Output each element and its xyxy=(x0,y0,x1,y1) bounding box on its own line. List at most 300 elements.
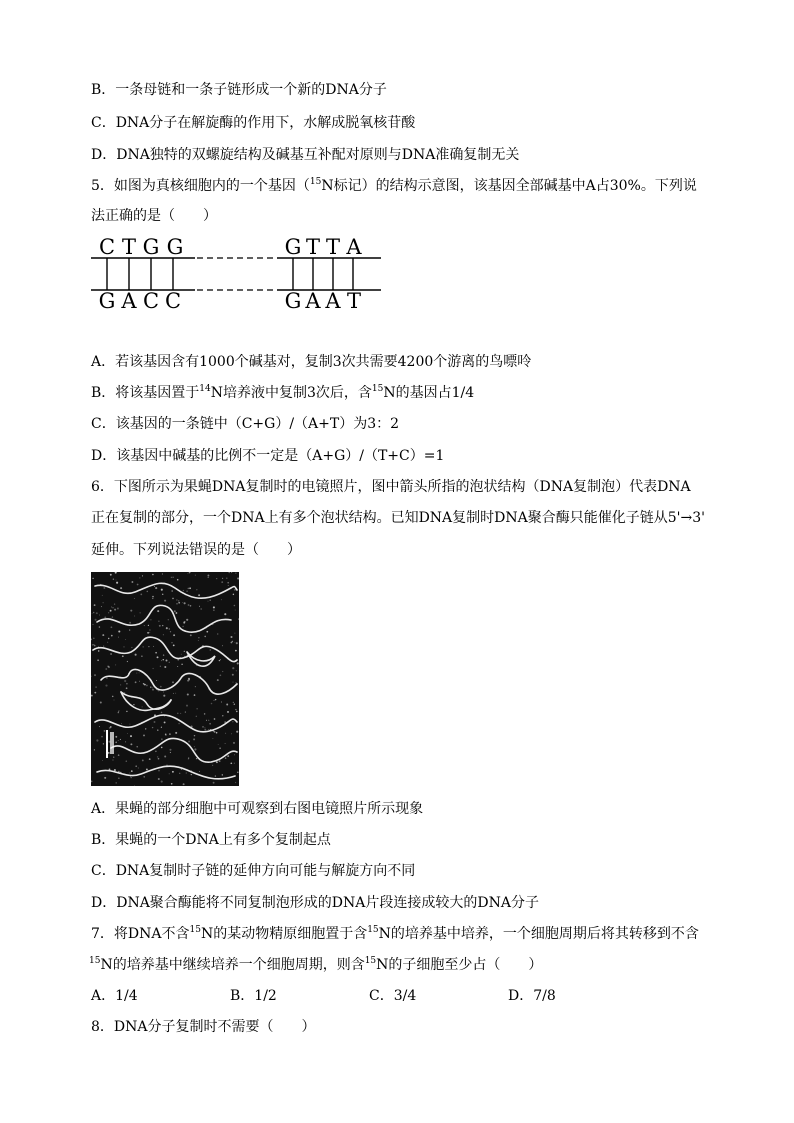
grain-dot xyxy=(102,760,103,761)
grain-dot xyxy=(136,673,137,674)
grain-dot xyxy=(163,692,164,693)
grain-dot xyxy=(135,654,137,656)
grain-dot xyxy=(125,639,126,640)
grain-dot xyxy=(166,660,168,662)
q5-option-b-sup2: 15 xyxy=(371,384,384,394)
grain-dot xyxy=(210,649,211,650)
q7-option-d: D．7/8 xyxy=(508,988,556,1004)
q5-stem-part-b: N标记）的结构示意图，该基因全部碱基中A占30%。下列说 xyxy=(321,178,697,194)
grain-dot xyxy=(237,662,239,664)
grain-dot xyxy=(101,736,103,738)
grain-dot xyxy=(142,759,144,761)
grain-dot xyxy=(133,704,135,706)
grain-dot xyxy=(161,738,162,739)
grain-dot xyxy=(149,758,151,760)
grain-dot xyxy=(189,572,190,573)
grain-dot xyxy=(158,621,159,622)
grain-dot xyxy=(153,646,154,647)
grain-dot xyxy=(234,755,235,756)
grain-dot xyxy=(230,636,232,638)
grain-dot xyxy=(198,637,199,638)
grain-dot xyxy=(94,692,96,694)
grain-dot xyxy=(235,610,236,611)
q5-stem-part-a: 5．如图为真核细胞内的一个基因（ xyxy=(91,178,310,194)
grain-dot xyxy=(149,632,150,633)
grain-dot xyxy=(122,655,124,657)
grain-dot xyxy=(103,743,104,744)
grain-dot xyxy=(194,748,196,750)
grain-dot xyxy=(138,767,139,768)
grain-dot xyxy=(173,693,174,694)
grain-dot xyxy=(118,754,120,756)
grain-dot xyxy=(169,628,170,629)
grain-dot xyxy=(93,644,94,645)
grain-dot xyxy=(161,589,163,591)
grain-dot xyxy=(235,573,236,574)
grain-dot xyxy=(187,573,188,574)
grain-dot xyxy=(230,762,232,764)
q7-line1-sup2: 15 xyxy=(367,925,379,935)
grain-dot xyxy=(144,684,146,686)
grain-dot xyxy=(158,770,160,772)
q5-option-c: C．该基因的一条链中（C+G）/（A+T）为3：2 xyxy=(91,416,400,432)
grain-dot xyxy=(111,626,113,628)
grain-dot xyxy=(115,742,117,744)
grain-dot xyxy=(222,715,223,716)
grain-dot xyxy=(102,634,104,636)
grain-dot xyxy=(123,646,124,647)
grain-dot xyxy=(194,746,195,747)
grain-dot xyxy=(222,774,223,775)
grain-dot xyxy=(237,771,239,773)
grain-dot xyxy=(114,603,115,604)
grain-dot xyxy=(94,749,95,750)
grain-dot xyxy=(173,634,175,636)
grain-dot xyxy=(103,602,104,603)
grain-dot xyxy=(226,578,227,579)
grain-dot xyxy=(218,744,219,745)
grain-dot xyxy=(96,739,98,741)
grain-dot xyxy=(117,608,119,610)
grain-dot xyxy=(99,615,100,616)
grain-dot xyxy=(155,751,156,752)
grain-dot xyxy=(113,760,114,761)
grain-dot xyxy=(110,653,112,655)
grain-dot xyxy=(237,578,239,580)
grain-dot xyxy=(110,610,112,612)
grain-dot xyxy=(233,594,234,595)
grain-dot xyxy=(139,672,140,673)
grain-dot xyxy=(164,600,166,602)
grain-dot xyxy=(103,587,105,589)
grain-dot xyxy=(94,674,96,676)
grain-dot xyxy=(131,647,132,648)
grain-dot xyxy=(181,664,182,665)
grain-dot xyxy=(93,612,95,614)
grain-dot xyxy=(104,616,106,618)
grain-dot xyxy=(150,619,151,620)
grain-dot xyxy=(130,735,132,737)
q7-option-b: B．1/2 xyxy=(230,988,277,1004)
grain-dot xyxy=(114,769,116,771)
grain-dot xyxy=(148,625,149,626)
grain-dot xyxy=(233,702,234,703)
q7-line1-part-a: 7．将DNA不含 xyxy=(91,926,190,942)
grain-dot xyxy=(176,612,178,614)
grain-dot xyxy=(164,756,166,758)
grain-dot xyxy=(152,598,153,599)
grain-dot xyxy=(173,644,175,646)
grain-dot xyxy=(181,769,182,770)
grain-dot xyxy=(118,637,119,638)
grain-dot xyxy=(172,681,174,683)
grain-dot xyxy=(103,646,104,647)
grain-dot xyxy=(184,602,186,604)
q5-option-b-part-b: N培养液中复制3次后，含 xyxy=(210,385,372,401)
q4-option-d: D．DNA独特的双螺旋结构及碱基互补配对原则与DNA准确复制无关 xyxy=(91,147,520,163)
q7-stem-line1 xyxy=(91,924,699,944)
grain-dot xyxy=(111,635,113,637)
grain-dot xyxy=(217,679,219,681)
grain-dot xyxy=(184,651,185,652)
q7-line1-sup1: 15 xyxy=(189,925,201,935)
grain-dot xyxy=(111,607,112,608)
grain-dot xyxy=(232,667,234,669)
grain-dot xyxy=(146,768,148,770)
grain-dot xyxy=(150,686,151,687)
q5-option-a: A．若该基因含有1000个碱基对，复制3次共需要4200个游离的鸟嘌呤 xyxy=(91,354,532,370)
grain-dot xyxy=(191,774,192,775)
grain-dot xyxy=(234,763,235,764)
grain-dot xyxy=(213,610,214,611)
grain-dot xyxy=(209,723,211,725)
base-letter: G xyxy=(98,289,116,312)
grain-dot xyxy=(175,693,176,694)
grain-dot xyxy=(92,578,93,579)
grain-dot xyxy=(124,680,126,682)
grain-dot xyxy=(234,605,236,607)
grain-dot xyxy=(204,729,206,731)
grain-dot xyxy=(112,616,113,617)
grain-dot xyxy=(234,703,235,704)
grain-dot xyxy=(114,700,115,701)
grain-dot xyxy=(134,598,135,599)
grain-dot xyxy=(166,627,168,629)
grain-dot xyxy=(152,596,154,598)
grain-dot xyxy=(161,747,163,749)
grain-dot xyxy=(180,713,181,714)
grain-dot xyxy=(221,599,222,600)
grain-dot xyxy=(184,621,186,623)
base-letter: T xyxy=(305,235,321,259)
q5-option-d: D．该基因中碱基的比例不一定是（A+G）/（T+C）=1 xyxy=(91,448,445,464)
grain-dot xyxy=(121,723,122,724)
grain-dot xyxy=(168,619,169,620)
grain-dot xyxy=(216,578,217,579)
grain-dot xyxy=(225,757,227,759)
grain-dot xyxy=(206,631,208,633)
grain-dot xyxy=(93,637,95,639)
grain-dot xyxy=(198,594,200,596)
grain-dot xyxy=(99,626,101,628)
grain-dot xyxy=(224,613,226,615)
q6-stem-line3: 延伸。下列说法错误的是（ ） xyxy=(91,542,301,558)
grain-dot xyxy=(116,582,118,584)
grain-dot xyxy=(198,640,199,641)
grain-dot xyxy=(161,660,162,661)
q7-line2-part-a: N的培养基中继续培养一个细胞周期，则含 xyxy=(100,957,365,973)
grain-dot xyxy=(200,608,202,610)
grain-dot xyxy=(219,760,221,762)
grain-dot xyxy=(112,607,113,608)
grain-dot xyxy=(152,727,153,728)
grain-dot xyxy=(104,777,106,779)
q8-stem: 8．DNA分子复制时不需要（ ） xyxy=(91,1019,316,1035)
grain-dot xyxy=(115,664,116,665)
grain-dot xyxy=(195,575,196,576)
q7-option-c: C．3/4 xyxy=(369,988,417,1004)
grain-dot xyxy=(157,656,159,658)
grain-dot xyxy=(97,659,99,661)
grain-dot xyxy=(100,701,102,703)
grain-dot xyxy=(126,711,127,712)
grain-dot xyxy=(144,776,145,777)
grain-dot xyxy=(183,590,184,591)
q5-option-b-sup1: 14 xyxy=(199,384,211,394)
grain-dot xyxy=(212,765,213,766)
grain-dot xyxy=(95,619,97,621)
grain-dot xyxy=(98,650,99,651)
grain-dot xyxy=(220,659,221,660)
base-letter: A xyxy=(325,289,341,312)
grain-dot xyxy=(104,730,106,732)
grain-dot xyxy=(130,743,132,745)
q6-option-d: D．DNA聚合酶能将不同复制泡形成的DNA片段连接成较大的DNA分子 xyxy=(91,895,539,911)
grain-dot xyxy=(207,601,208,602)
grain-dot xyxy=(116,580,117,581)
grain-dot xyxy=(215,775,216,776)
grain-dot xyxy=(196,716,197,717)
grain-dot xyxy=(234,633,235,634)
grain-dot xyxy=(126,760,127,761)
grain-dot xyxy=(161,727,162,728)
grain-dot xyxy=(210,600,211,601)
grain-dot xyxy=(118,630,120,632)
q4-option-b: B．一条母链和一条子链形成一个新的DNA分子 xyxy=(91,82,387,98)
q5-stem-line2: 法正确的是（ ） xyxy=(91,208,217,224)
grain-dot xyxy=(206,720,207,721)
grain-dot xyxy=(183,783,185,785)
grain-dot xyxy=(171,590,173,592)
grain-dot xyxy=(170,749,172,751)
grain-dot xyxy=(105,668,107,670)
grain-dot xyxy=(161,781,163,783)
grain-dot xyxy=(190,605,192,607)
grain-dot xyxy=(212,738,213,739)
grain-dot xyxy=(187,693,189,695)
grain-dot xyxy=(142,706,143,707)
grain-dot xyxy=(131,770,133,772)
q7-option-a: A．1/4 xyxy=(91,988,138,1004)
grain-dot xyxy=(152,668,153,669)
grain-dot xyxy=(163,654,164,655)
grain-dot xyxy=(236,642,238,644)
grain-dot xyxy=(178,659,179,660)
grain-dot xyxy=(148,646,149,647)
grain-dot xyxy=(157,610,159,612)
grain-dot xyxy=(222,578,223,579)
grain-dot xyxy=(157,729,158,730)
grain-dot xyxy=(225,743,226,744)
grain-dot xyxy=(113,757,114,758)
grain-dot xyxy=(235,782,236,783)
grain-dot xyxy=(178,723,180,725)
grain-dot xyxy=(142,575,143,576)
q5-stem-sup: 15 xyxy=(309,177,322,187)
grain-dot xyxy=(154,586,155,587)
grain-dot xyxy=(152,574,154,576)
grain-dot xyxy=(211,703,213,705)
grain-dot xyxy=(169,733,171,735)
base-letter: A xyxy=(121,289,137,312)
base-letter: G xyxy=(284,235,302,259)
grain-dot xyxy=(194,735,195,736)
grain-dot xyxy=(177,713,178,714)
grain-dot xyxy=(186,590,187,591)
grain-dot xyxy=(129,630,130,631)
grain-dot xyxy=(171,783,173,785)
grain-dot xyxy=(176,599,177,600)
grain-dot xyxy=(95,686,97,688)
grain-dot xyxy=(214,718,216,720)
grain-dot xyxy=(236,731,238,733)
grain-dot xyxy=(164,721,166,723)
grain-dot xyxy=(156,680,157,681)
grain-dot xyxy=(118,710,119,711)
grain-dot xyxy=(228,585,229,586)
grain-dot xyxy=(139,681,140,682)
grain-dot xyxy=(170,752,171,753)
grain-dot xyxy=(178,602,180,604)
grain-dot xyxy=(154,721,156,723)
grain-dot xyxy=(149,629,151,631)
grain-dot xyxy=(140,612,141,613)
grain-dot xyxy=(107,665,109,667)
grain-dot xyxy=(171,577,172,578)
q7-stem-line2 xyxy=(89,955,542,975)
grain-dot xyxy=(135,765,137,767)
grain-dot xyxy=(120,739,121,740)
q7-line1-part-c: N的培养基中培养，一个细胞周期后将其转移到不含 xyxy=(378,926,699,942)
grain-dot xyxy=(115,736,117,738)
grain-dot xyxy=(108,638,109,639)
grain-dot xyxy=(130,777,131,778)
grain-dot xyxy=(188,588,190,590)
base-letter: C xyxy=(142,289,160,312)
grain-dot xyxy=(216,732,218,734)
grain-dot xyxy=(207,574,209,576)
grain-dot xyxy=(169,773,170,774)
grain-dot xyxy=(160,686,162,688)
grain-dot xyxy=(188,741,190,743)
grain-dot xyxy=(129,772,130,773)
grain-dot xyxy=(170,631,171,632)
grain-dot xyxy=(134,616,135,617)
grain-dot xyxy=(176,603,178,605)
q6-option-c: C．DNA复制时子链的延伸方向可能与解旋方向不同 xyxy=(91,863,416,879)
grain-dot xyxy=(215,699,216,700)
grain-dot xyxy=(207,577,208,578)
grain-dot xyxy=(158,778,160,780)
q7-line2-sup: 15 xyxy=(89,956,101,966)
grain-dot xyxy=(231,642,233,644)
grain-dot xyxy=(227,582,229,584)
grain-dot xyxy=(126,687,128,689)
grain-dot xyxy=(221,702,222,703)
grain-dot xyxy=(141,655,143,657)
grain-dot xyxy=(232,674,234,676)
grain-dot xyxy=(172,598,174,600)
grain-dot xyxy=(175,732,177,734)
grain-dot xyxy=(169,662,170,663)
base-letter: G xyxy=(166,235,184,259)
grain-dot xyxy=(155,587,157,589)
grain-dot xyxy=(189,587,191,589)
grain-dot xyxy=(139,577,140,578)
grain-dot xyxy=(115,782,116,783)
q4-option-c: C．DNA分子在解旋酶的作用下，水解成脱氧核苷酸 xyxy=(91,115,416,131)
grain-dot xyxy=(163,659,164,660)
grain-dot xyxy=(106,678,107,679)
grain-dot xyxy=(214,700,215,701)
grain-dot xyxy=(118,778,119,779)
grain-dot xyxy=(227,755,229,757)
grain-dot xyxy=(152,689,154,691)
base-letter: T xyxy=(346,289,362,312)
grain-dot xyxy=(233,682,234,683)
grain-dot xyxy=(186,619,188,621)
grain-dot xyxy=(145,728,146,729)
grain-dot xyxy=(152,687,153,688)
grain-dot xyxy=(130,776,131,777)
grain-dot xyxy=(182,602,183,603)
grain-dot xyxy=(193,738,195,740)
grain-dot xyxy=(158,758,160,760)
grain-dot xyxy=(101,606,102,607)
grain-dot xyxy=(188,679,190,681)
grain-dot xyxy=(174,610,176,612)
grain-dot xyxy=(195,686,196,687)
grain-dot xyxy=(127,661,128,662)
grain-dot xyxy=(136,746,137,747)
grain-dot xyxy=(130,610,132,612)
grain-dot xyxy=(120,684,121,685)
grain-dot xyxy=(108,612,109,613)
base-letter: A xyxy=(346,235,362,259)
q7-options-row xyxy=(91,986,556,1006)
grain-dot xyxy=(220,674,222,676)
grain-dot xyxy=(213,782,215,784)
grain-dot xyxy=(236,670,237,671)
grain-dot xyxy=(125,741,126,742)
grain-dot xyxy=(143,734,145,736)
grain-dot xyxy=(219,748,220,749)
grain-dot xyxy=(108,752,110,754)
grain-dot xyxy=(196,589,197,590)
grain-dot xyxy=(235,709,236,710)
grain-dot xyxy=(234,642,235,643)
q6-option-a: A．果蝇的部分细胞中可观察到右图电镜照片所示现象 xyxy=(91,801,424,817)
